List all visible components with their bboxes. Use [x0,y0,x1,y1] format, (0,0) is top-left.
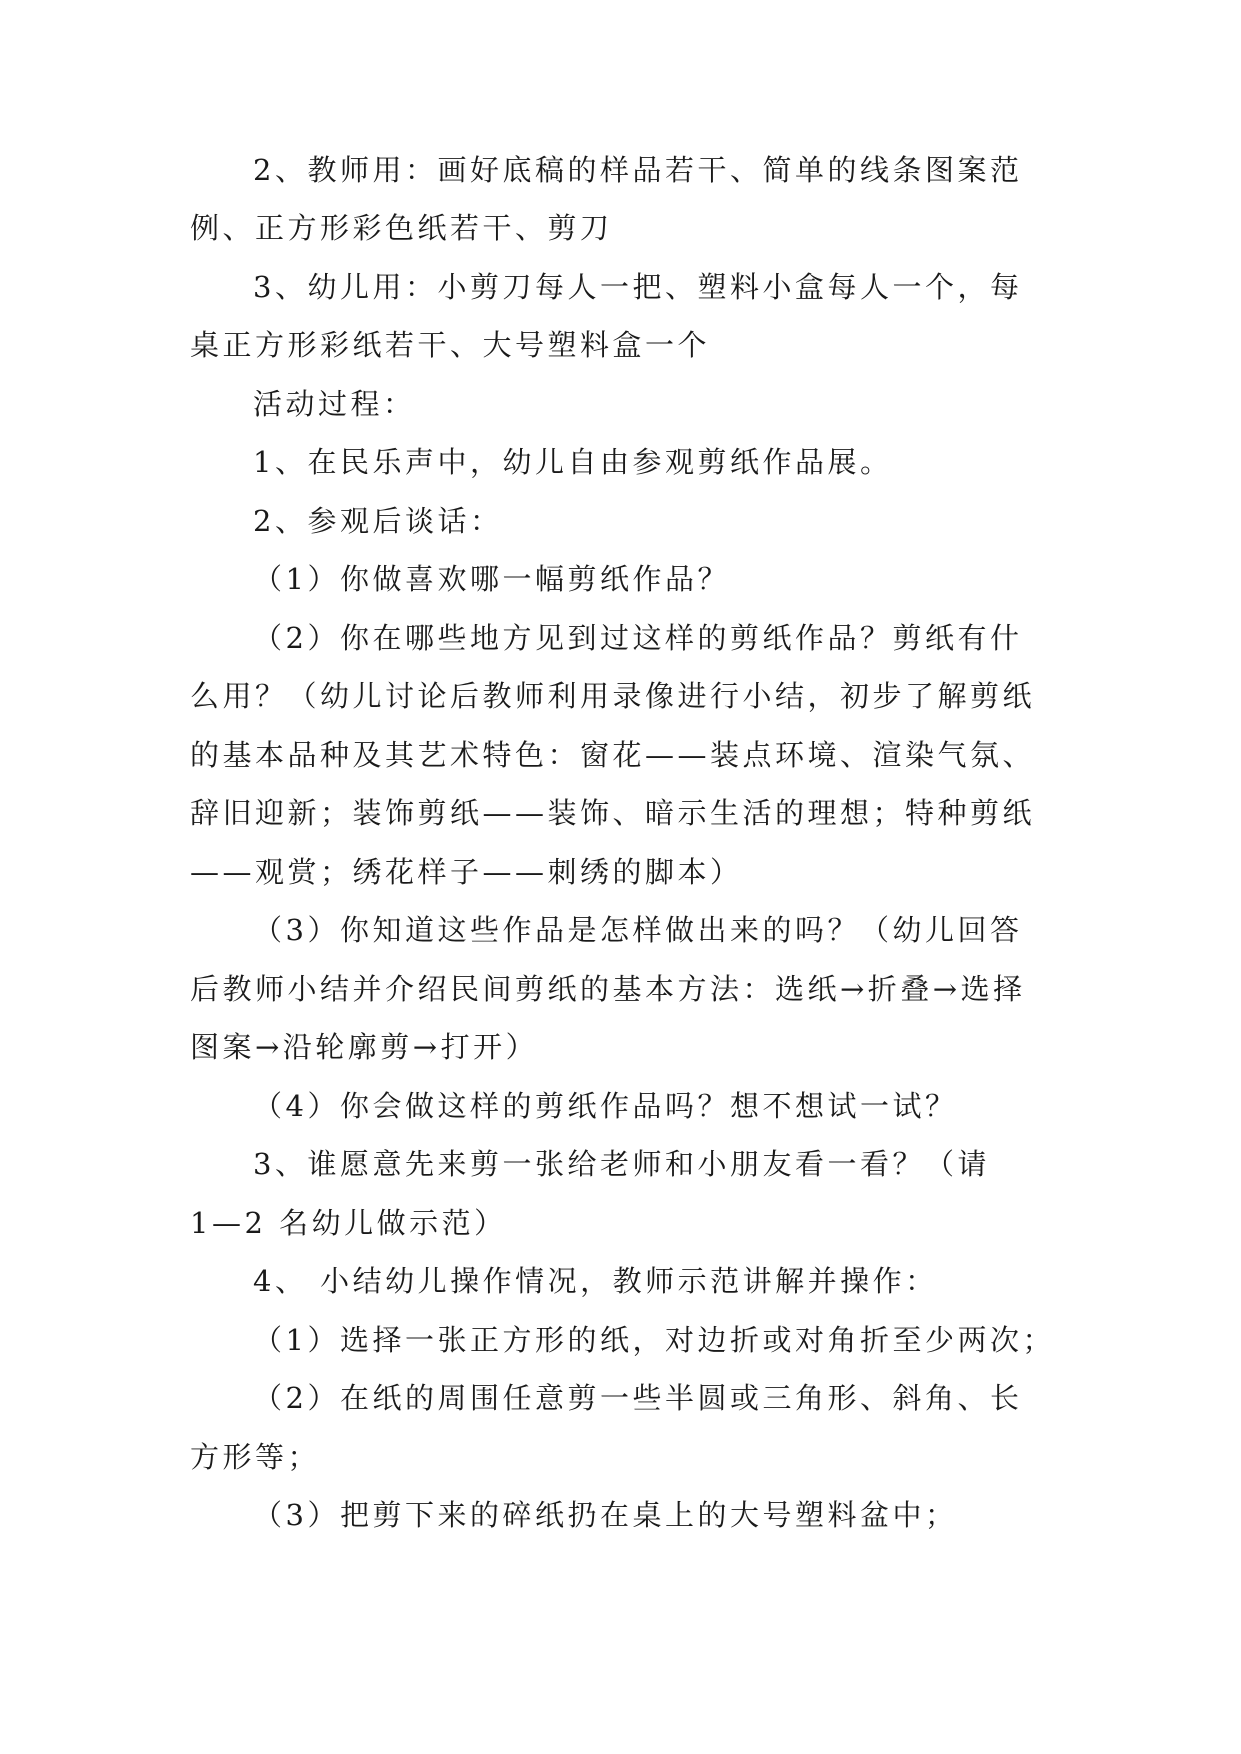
step-3-line-2: 1—2 名幼儿做示范） [190,1206,507,1240]
question-2-line-3: 的基本品种及其艺术特色：窗花——装点环境、渲染气氛、 [190,738,1036,772]
section-heading-activity-process: 活动过程： [253,387,416,421]
materials-teacher-line-1: 2、教师用：画好底稿的样品若干、简单的线条图案范 [253,153,1023,187]
operation-3-line: （3）把剪下来的碎纸扔在桌上的大号塑料盆中； [253,1498,958,1532]
question-3-line-1: （3）你知道这些作品是怎样做出来的吗？（幼儿回答 [253,913,1023,947]
materials-child-line-1: 3、幼儿用：小剪刀每人一把、塑料小盒每人一个，每 [253,270,1023,304]
operation-1-line: （1）选择一张正方形的纸，对边折或对角折至少两次； [253,1323,1055,1357]
question-2-line-2: 么用？（幼儿讨论后教师利用录像进行小结，初步了解剪纸 [190,679,1036,713]
materials-teacher-line-2: 例、正方形彩色纸若干、剪刀 [190,211,613,245]
step-3-line-1: 3、谁愿意先来剪一张给老师和小朋友看一看？（请 [253,1147,990,1181]
question-2-line-4: 辞旧迎新；装饰剪纸——装饰、暗示生活的理想；特种剪纸 [190,796,1036,830]
operation-2-line-1: （2）在纸的周围任意剪一些半圆或三角形、斜角、长 [253,1381,1023,1415]
question-3-line-2: 后教师小结并介绍民间剪纸的基本方法：选纸→折叠→选择 [190,972,1026,1006]
question-2-line-5: ——观赏；绣花样子——刺绣的脚本） [190,855,743,889]
step-4-line: 4、 小结幼儿操作情况，教师示范讲解并操作： [253,1264,938,1298]
materials-child-line-2: 桌正方形彩纸若干、大号塑料盒一个 [190,328,711,362]
step-1-line: 1、在民乐声中，幼儿自由参观剪纸作品展。 [253,445,893,479]
step-2-line: 2、参观后谈话： [253,504,503,538]
question-2-line-1: （2）你在哪些地方见到过这样的剪纸作品？剪纸有什 [253,621,1023,655]
question-1-line: （1）你做喜欢哪一幅剪纸作品？ [253,562,730,596]
question-4-line: （4）你会做这样的剪纸作品吗？想不想试一试？ [253,1089,958,1123]
operation-2-line-2: 方形等； [190,1440,321,1474]
question-3-line-3: 图案→沿轮廓剪→打开） [190,1030,539,1064]
